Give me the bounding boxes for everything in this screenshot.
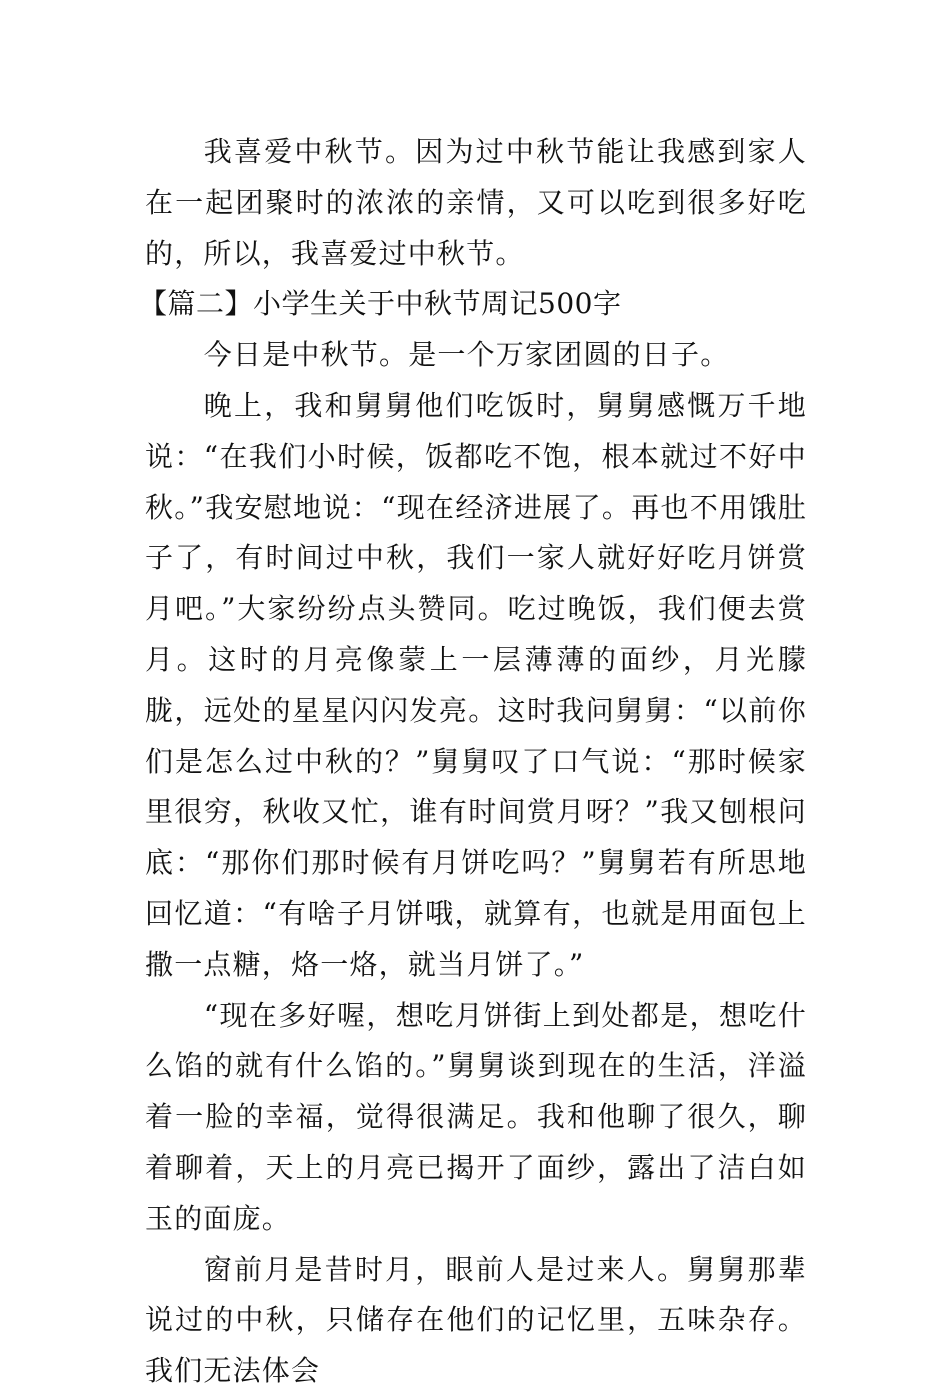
section-heading: 【篇二】小学生关于中秋节周记500字 [139, 287, 622, 321]
paragraph-intro: 今日是中秋节。是一个万家团圆的日子。 [203, 338, 730, 372]
paragraph-dinner: 晚上，我和舅舅他们吃饭时，舅舅感慨万千地说：“在我们小时候，饭都吃不饱，根本就过不好中秋。”我安慰地说：“现在经济进展了。再也不用饿肚子了，有时间过中秋，我们一家人就好好吃月饼赏月吧。”大家纷纷点头赞同。吃过晚饭，我们便去赏月。这时的月亮像蒙上一层薄薄的面纱，月光朦胧，远处的星星闪闪发亮。这时我问舅舅：“以前你们是怎么过中秋的？”舅舅叹了口气说：“那时候家里很穷，秋收又忙，谁有时间赏月呀？”我又刨根问底：“那你们那时候有月饼吃吗？”舅舅若有所思地回忆道：“有啥子月饼哦，就算有，也就是用面包上撒一点糖，烙一烙，就当月饼了。” [145, 388, 807, 981]
paragraph-moon: 窗前月是昔时月，眼前人是过来人。舅舅那辈说过的中秋，只储存在他们的记忆里，五味杂存。我们无法体会 [145, 1252, 807, 1388]
document-body [139, 127, 807, 1397]
paragraph-closing-1: 我喜爱中秋节。因为过中秋节能让我感到家人在一起团聚时的浓浓的亲情，又可以吃到很多好吃的，所以，我喜爱过中秋节。 [145, 135, 807, 270]
paragraph-now: “现在多好喔，想吃月饼街上到处都是，想吃什么馅的就有什么馅的。”舅舅谈到现在的生活，洋溢着一脸的幸福，觉得很满足。我和他聊了很久，聊着聊着，天上的月亮已揭开了面纱，露出了洁白如玉的面庞。 [145, 998, 807, 1235]
